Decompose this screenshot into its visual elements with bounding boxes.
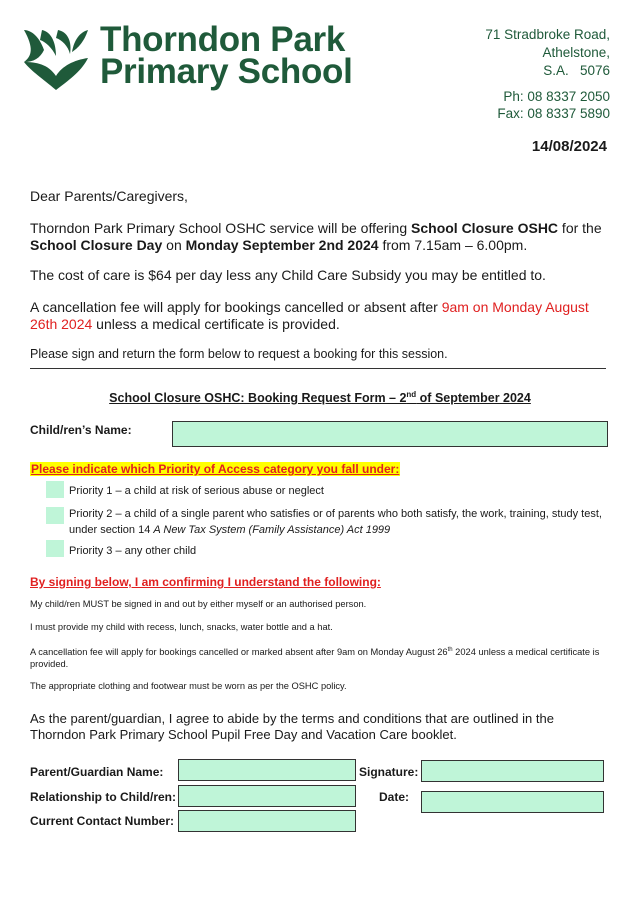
form-title: School Closure OSHC: Booking Request Form – 2nd of September 2024 bbox=[109, 390, 531, 406]
contact-number-field[interactable] bbox=[178, 810, 356, 832]
school-logo-text bbox=[100, 20, 353, 91]
school-contact bbox=[497, 88, 610, 122]
letter-date: 14/08/2024 bbox=[531, 138, 607, 155]
rule-clothing: The appropriate clothing and footwear must be worn as per the OSHC policy. bbox=[30, 681, 347, 691]
address-line2: Athelstone, bbox=[542, 45, 610, 60]
child-name-field[interactable] bbox=[172, 421, 608, 447]
paragraph-instructions: Please sign and return the form below to request a booking for this session. bbox=[30, 347, 448, 361]
signature-field[interactable] bbox=[421, 760, 604, 782]
priority2-checkbox[interactable] bbox=[46, 507, 64, 524]
guardian-name-label: Parent/Guardian Name: bbox=[30, 765, 164, 779]
fax-number: Fax: 08 8337 5890 bbox=[497, 106, 610, 121]
confirmation-heading: By signing below, I am confirming I understand the following: bbox=[30, 575, 381, 589]
relationship-field[interactable] bbox=[178, 785, 356, 807]
rule-provisions: I must provide my child with recess, lunch, snacks, water bottle and a hat. bbox=[30, 622, 333, 632]
school-logo-icon bbox=[22, 28, 90, 90]
priority1-label: Priority 1 – a child at risk of serious abuse or neglect bbox=[69, 485, 324, 497]
date-label: Date: bbox=[379, 790, 410, 804]
priority2-label: Priority 2 – a child of a single parent who satisfies or of parents who both satisfy, the work, training, study test, under section 14 A New Tax System (Family Assistance) Act 1999 bbox=[69, 508, 602, 536]
contact-number-label: Current Contact Number: bbox=[30, 814, 175, 828]
agreement-text: As the parent/guardian, I agree to abide by the terms and conditions that are outlined in the Thorndon Park Primary School Pupil Free Day and Vacation Care booklet. bbox=[30, 711, 554, 742]
child-name-label: Child/ren’s Name: bbox=[30, 423, 132, 437]
phone-number: Ph: 08 8337 2050 bbox=[503, 89, 610, 104]
greeting: Dear Parents/Caregivers, bbox=[30, 188, 188, 204]
school-address bbox=[485, 26, 610, 80]
logo-line2: Primary School bbox=[100, 52, 353, 91]
divider bbox=[30, 368, 606, 369]
priority3-label: Priority 3 – any other child bbox=[69, 545, 197, 557]
signature-label: Signature: bbox=[359, 765, 419, 779]
address-line1: 71 Stradbroke Road, bbox=[485, 27, 610, 42]
date-field[interactable] bbox=[421, 791, 604, 813]
priority-heading: Please indicate which Priority of Access category you fall under: bbox=[31, 462, 400, 476]
paragraph-cancellation: A cancellation fee will apply for bookings cancelled or absent after 9am on Monday August 26th 2024 unless a medical certificate is provided. bbox=[30, 299, 589, 332]
paragraph-offering: Thorndon Park Primary School OSHC service will be offering School Closure OSHC for the School Closure Day on Monday September 2nd 2024 from 7.15am – 6.00pm. bbox=[30, 220, 602, 253]
priority3-checkbox[interactable] bbox=[46, 540, 64, 557]
rule-cancellation: A cancellation fee will apply for bookings cancelled or marked absent after 9am on Monday August 26th 2024 unless a medical certificate is provided. bbox=[30, 647, 600, 670]
address-line3: S.A. 5076 bbox=[543, 63, 610, 78]
rule-sign-in: My child/ren MUST be signed in and out by either myself or an authorised person. bbox=[30, 599, 367, 609]
relationship-label: Relationship to Child/ren: bbox=[30, 790, 176, 804]
logo-line1: Thorndon Park bbox=[100, 20, 345, 59]
guardian-name-field[interactable] bbox=[178, 759, 356, 781]
paragraph-cost: The cost of care is $64 per day less any Child Care Subsidy you may be entitled to. bbox=[30, 267, 546, 283]
priority1-checkbox[interactable] bbox=[46, 481, 64, 498]
